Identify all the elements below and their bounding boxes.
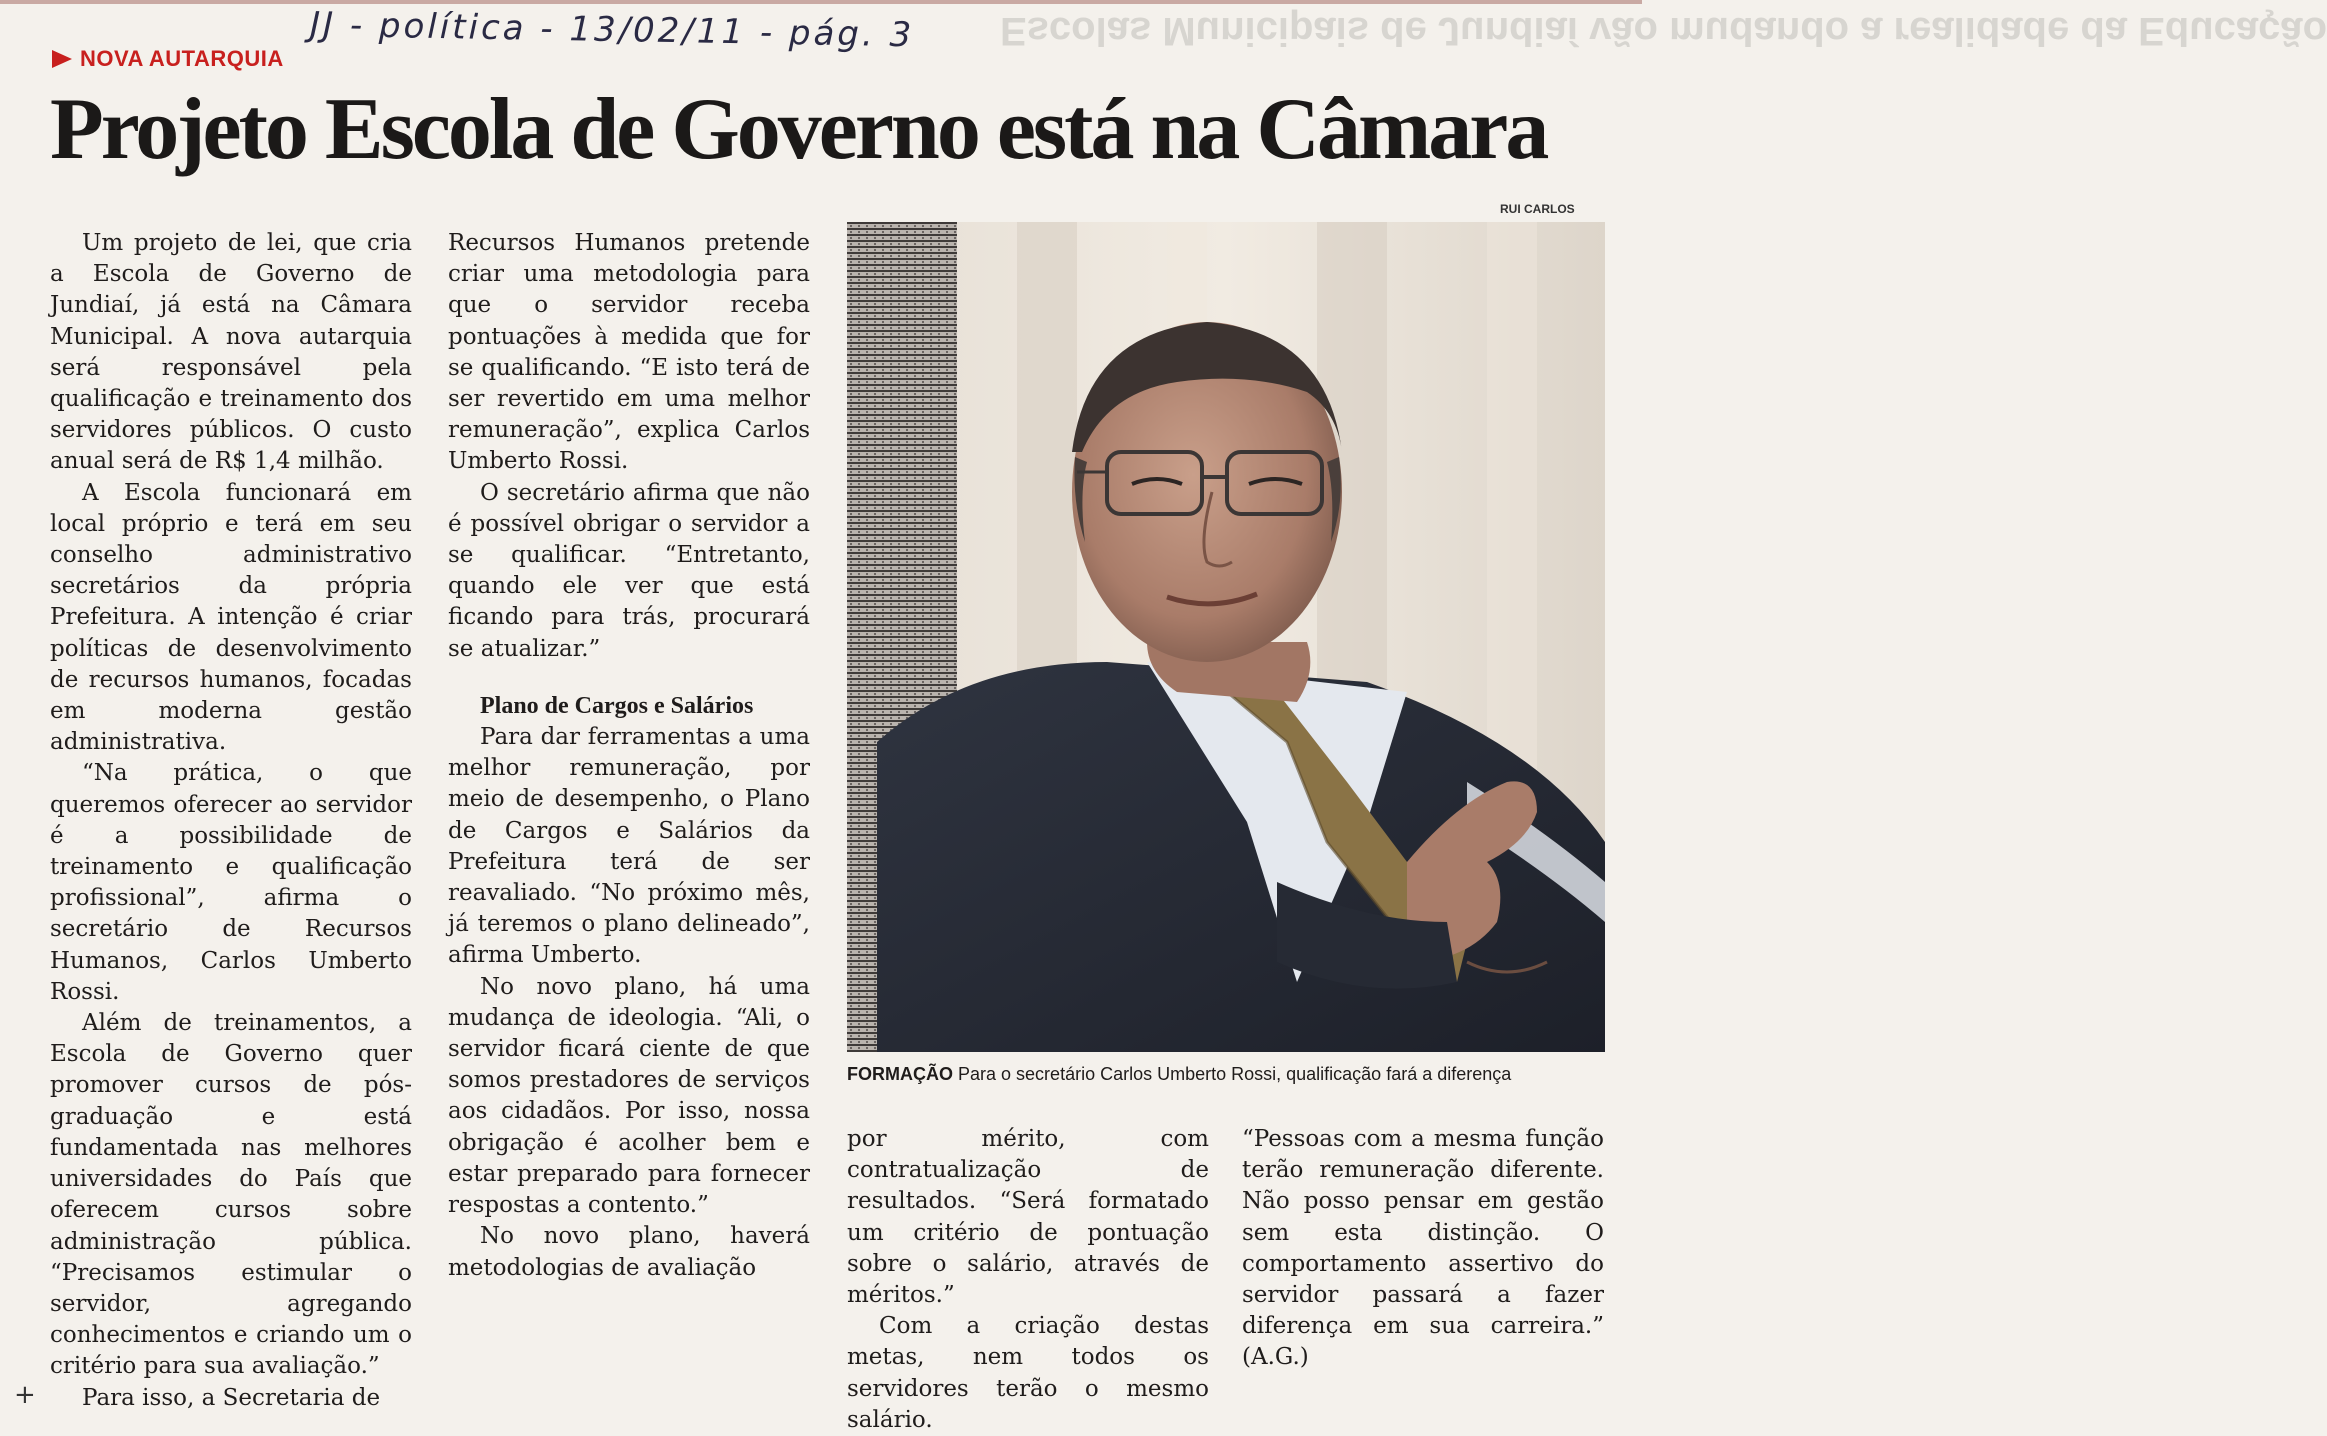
paragraph: “Na prática, o que queremos oferecer ao servidor é a possibilidade de treinamento e qualificação profissional”, afirma o secretário de Recursos Humanos, Carlos Umberto Rossi. bbox=[50, 760, 412, 1005]
paragraph: No novo plano, há uma mudança de ideologia. “Ali, o servidor ficará ciente de que somos prestadores de serviços aos cidadãos. Por isso, nossa obrigação é acolher bem e estar preparado para fornecer respostas a contento.” bbox=[448, 973, 810, 1219]
paragraph: “Pessoas com a mesma função terão remuneração diferente. Não posso pensar em gestão sem esta distinção. O comportamento assertivo do servidor passará a fazer diferença em sua carreira.” (A.G.) bbox=[1242, 1126, 1604, 1371]
paragraph: Além de treinamentos, a Escola de Governo quer promover cursos de pós-graduação e está fundamentada nas melhores universidades do País que oferecem cursos sobre administração pública. “Precisamos estimular o servidor, agregando conhecimentos e criando um o critério para sua avaliação.” bbox=[50, 1010, 412, 1380]
article-column-1 bbox=[50, 228, 412, 1414]
paragraph: Para isso, a Secretaria de bbox=[82, 1384, 381, 1411]
article-column-3 bbox=[847, 1124, 1209, 1436]
subheading: Plano de Cargos e Salários bbox=[480, 692, 754, 719]
paragraph: Um projeto de lei, que cria a Escola de Governo de Jundiaí, já está na Câmara Municipal. A nova autarquia será responsável pela qualificação e treinamento dos servidores públicos. O custo anual será de R$ 1,4 milhão. bbox=[50, 230, 412, 475]
top-strip bbox=[0, 0, 1642, 4]
portrait-photo bbox=[847, 222, 1605, 1052]
section-kicker bbox=[52, 46, 284, 72]
portrait-illustration bbox=[847, 222, 1605, 1052]
paragraph: No novo plano, haverá metodologias de avaliação bbox=[448, 1223, 810, 1281]
arrow-icon bbox=[52, 50, 72, 68]
headline: Projeto Escola de Governo está na Câmara bbox=[50, 81, 1547, 178]
paragraph: Com a criação destas metas, nem todos os servidores terão o mesmo salário. bbox=[847, 1313, 1209, 1433]
caption-label: FORMAÇÃO bbox=[847, 1064, 953, 1084]
photo-credit: RUI CARLOS bbox=[1500, 202, 1575, 216]
paragraph: A Escola funcionará em local próprio e terá em seu conselho administrativo secretários da própria Prefeitura. A intenção é criar políticas de desenvolvimento de recursos humanos, focadas em moderna gestão administrativa. bbox=[50, 479, 412, 756]
registration-mark-icon: + bbox=[14, 1380, 36, 1410]
kicker-label: NOVA AUTARQUIA bbox=[80, 46, 284, 71]
photo-caption bbox=[847, 1064, 1607, 1085]
caption-text: Para o secretário Carlos Umberto Rossi, qualificação fará a diferença bbox=[958, 1064, 1512, 1084]
paragraph: por mérito, com contratualização de resultados. “Será formatado um critério de pontuação sobre o salário, através de méritos.” bbox=[847, 1126, 1209, 1309]
paragraph: Recursos Humanos pretende criar uma metodologia para que o servidor receba pontuações à medida que for se qualificando. “E isto terá de ser revertido em uma melhor remuneração”, explica Carlos Umberto Rossi. bbox=[448, 230, 810, 475]
paragraph: O secretário afirma que não é possível obrigar o servidor a se qualificar. “Entretanto, quando ele ver que está ficando para trás, procurará se atualizar.” bbox=[448, 479, 810, 662]
bleed-through-text: Escolas Municipais de Jundiaí vão mudando a realidade da Educação bbox=[1000, 9, 2327, 53]
paragraph: Para dar ferramentas a uma melhor remuneração, por meio de desempenho, o Plano de Cargos e Salários da Prefeitura terá de ser reavaliado. “No próximo mês, já teremos o plano delineado”, afirma Umberto. bbox=[448, 724, 810, 969]
handwritten-annotation: JJ - política - 13/02/11 - pág. 3 bbox=[309, 4, 915, 56]
article-column-4 bbox=[1242, 1124, 1604, 1374]
article-column-2 bbox=[448, 228, 810, 1284]
